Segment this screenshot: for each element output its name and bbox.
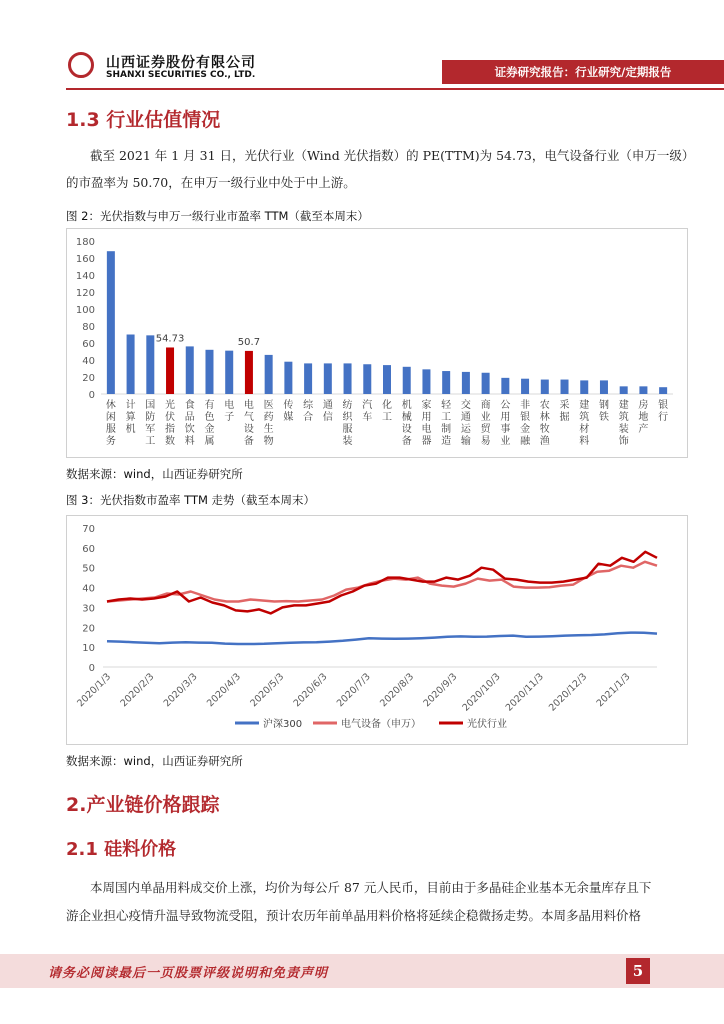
x-tick-label: 贸 [480,424,491,435]
section-title-2: 2.产业链价格跟踪 [66,794,220,816]
x-tick-label: 2020/12/3 [546,671,590,714]
x-tick-label: 计 [125,400,136,411]
x-tick-label: 输 [460,436,471,447]
legend-label: 电气设备（申万） [341,719,421,730]
bar [620,386,628,394]
bar [245,351,253,394]
x-tick-label: 牧 [539,424,550,435]
x-tick-label: 业 [500,436,511,447]
x-tick-label: 算 [125,412,136,423]
legend-label: 沪深300 [263,719,303,730]
x-tick-label: 用 [500,412,511,423]
x-tick-label: 通 [322,400,333,411]
x-tick-label: 制 [441,424,452,435]
bar-chart-frame [66,228,688,458]
x-tick-label: 军 [145,424,156,435]
y-tick-label: 60 [82,339,95,350]
series-line [107,633,657,644]
y-tick-label: 0 [88,390,95,401]
y-tick-label: 20 [82,623,95,635]
x-tick-label: 建 [579,400,590,411]
bar [600,380,608,394]
x-tick-label: 筑 [579,412,590,423]
x-tick-label: 工 [441,412,452,423]
x-tick-label: 伏 [165,412,176,423]
x-tick-label: 饰 [618,436,629,447]
y-tick-label: 40 [82,356,95,367]
x-tick-label: 工 [145,436,156,447]
x-tick-label: 造 [441,436,452,447]
x-tick-label: 用 [421,412,432,423]
x-tick-label: 合 [303,412,314,423]
bar [127,335,135,395]
x-tick-label: 电 [224,400,235,411]
x-tick-label: 铁 [598,412,609,423]
x-tick-label: 料 [184,436,195,447]
bar [344,363,352,394]
x-tick-label: 建 [618,400,629,411]
x-tick-label: 商 [480,400,491,411]
paragraph-line: 的市盈率为 50.70，在申万一级行业中处于中上游。 [66,175,356,190]
x-tick-label: 融 [520,436,531,447]
paragraph-line: 截至 2021 年 1 月 31 日，光伏行业（Wind 光伏指数）的 PE(TTM)为 54.73，电气设备行业（申万一级） [90,148,695,163]
x-tick-label: 纺 [342,400,353,411]
data-label: 54.73 [155,333,185,345]
x-tick-label: 休 [105,400,116,411]
x-tick-label: 电 [421,424,432,435]
x-tick-label: 轻 [441,400,452,411]
bar [363,364,371,394]
x-tick-label: 2020/9/3 [421,671,460,710]
bar [580,380,588,394]
logo-icon [68,52,94,78]
x-tick-label: 指 [165,424,176,435]
company-name-cn: 山西证券股份有限公司 [106,55,256,71]
x-tick-label: 器 [421,436,432,447]
x-tick-label: 材 [579,424,590,435]
x-tick-label: 2020/2/3 [118,671,157,710]
x-tick-label: 2020/4/3 [205,671,243,710]
bar [205,350,213,394]
x-tick-label: 装 [618,424,629,435]
x-tick-label: 子 [224,412,235,423]
x-tick-label: 林 [539,412,550,423]
x-tick-label: 地 [638,412,649,423]
x-tick-label: 银 [520,412,531,423]
x-tick-label: 医 [263,400,274,411]
section-title-2-1: 2.1 硅料价格 [66,839,177,860]
y-tick-label: 0 [88,663,95,674]
x-tick-label: 饮 [184,424,195,435]
header-divider [66,88,724,90]
y-tick-label: 40 [82,583,95,595]
x-tick-label: 有 [204,400,215,411]
bar [561,380,569,394]
x-tick-label: 生 [263,424,274,435]
x-tick-label: 钢 [598,400,609,411]
x-tick-label: 非 [520,400,531,411]
bar [462,372,470,394]
y-tick-label: 80 [82,322,95,333]
x-tick-label: 车 [362,412,373,423]
bar-chart [67,229,687,457]
paragraph-line: 本周国内单晶用料成交价上涨，均价为每公斤 87 元人民币，目前由于多晶硅企业基本无余量库存且下 [90,880,652,895]
x-tick-label: 备 [243,436,254,447]
x-tick-label: 农 [539,400,550,411]
figure-2-caption: 图 2：光伏指数与申万一级行业市盈率 TTM（截至本周末） [66,209,369,223]
x-tick-label: 织 [342,412,353,423]
bar [383,365,391,394]
x-tick-label: 运 [460,424,471,435]
x-tick-label: 数 [165,436,176,447]
figure-3-caption: 图 3：光伏指数市盈率 TTM 走势（截至本周末） [66,493,316,507]
x-tick-label: 色 [204,412,215,423]
x-tick-label: 属 [204,436,215,447]
x-tick-label: 装 [342,436,353,447]
x-tick-label: 筑 [618,412,629,423]
x-tick-label: 产 [638,424,649,435]
x-tick-label: 料 [579,436,590,447]
bar [186,346,194,394]
x-tick-label: 品 [184,412,195,423]
bar [324,363,332,394]
y-tick-label: 160 [75,254,95,265]
x-tick-label: 交 [460,400,471,411]
x-tick-label: 2020/8/3 [378,671,417,710]
x-tick-label: 渔 [539,436,550,447]
bar [403,367,411,394]
figure-2-source: 数据来源：wind，山西证券研究所 [66,467,243,481]
y-tick-label: 120 [75,288,95,299]
x-tick-label: 信 [322,412,333,423]
x-tick-label: 国 [145,400,156,411]
x-tick-label: 2020/5/3 [248,671,287,710]
x-tick-label: 公 [500,400,511,411]
x-tick-label: 食 [184,400,195,411]
x-tick-label: 业 [480,412,491,423]
x-tick-label: 设 [243,424,254,435]
bar [146,335,154,394]
x-tick-label: 金 [520,424,531,435]
x-tick-label: 银 [658,400,669,411]
x-tick-label: 电 [243,400,254,411]
bar [639,386,647,394]
x-tick-label: 易 [480,436,491,447]
y-tick-label: 30 [82,603,95,615]
data-label: 50.7 [237,336,261,348]
bar [541,380,549,394]
bar [166,347,174,394]
x-tick-label: 2020/7/3 [334,671,373,710]
x-tick-label: 务 [105,436,116,447]
x-tick-label: 气 [243,412,254,423]
figure-3-source: 数据来源：wind，山西证券研究所 [66,754,243,768]
x-tick-label: 服 [342,424,353,435]
bar [225,351,233,394]
y-tick-label: 50 [82,563,95,575]
x-tick-label: 综 [303,400,314,411]
x-tick-label: 闲 [105,412,116,423]
x-tick-label: 2020/6/3 [291,671,330,710]
paragraph-line: 游企业担心疫情升温导致物流受阻，预计农历年前单晶用料价格将延续企稳微扬走势。本周多晶用料价格 [66,908,642,923]
x-tick-label: 传 [283,400,294,411]
x-tick-label: 工 [382,412,392,423]
x-tick-label: 家 [421,400,432,411]
x-tick-label: 行 [658,412,669,423]
bar [442,371,450,394]
bar [501,378,509,394]
y-tick-label: 100 [75,305,95,316]
company-name-en: SHANXI SECURITIES CO., LTD. [106,70,256,80]
x-tick-label: 物 [263,436,274,447]
x-tick-label: 汽 [362,400,373,411]
footer-disclaimer[interactable]: 请务必阅读最后一页股票评级说明和免责声明 [48,966,329,981]
bar [284,362,292,394]
x-tick-label: 设 [401,424,412,435]
x-tick-label: 机 [401,400,412,411]
x-tick-label: 掘 [559,412,570,423]
bar [265,355,273,394]
x-tick-label: 事 [500,424,511,435]
x-tick-label: 械 [401,412,412,423]
bar [107,251,115,394]
report-type-banner: 证券研究报告：行业研究/定期报告 [442,60,724,84]
bar [521,379,529,394]
section-title-1-3: 1.3 行业估值情况 [66,109,221,131]
x-tick-label: 采 [559,400,570,411]
x-tick-label: 通 [460,412,471,423]
bar [659,387,667,394]
y-tick-label: 20 [82,373,95,384]
y-tick-label: 60 [82,543,95,555]
x-tick-label: 备 [401,436,412,447]
y-tick-label: 70 [82,524,95,535]
bar [422,369,430,394]
y-tick-label: 140 [75,271,95,282]
x-tick-label: 金 [204,424,215,435]
y-tick-label: 180 [75,237,95,248]
x-tick-label: 防 [145,412,156,423]
bar [482,373,490,394]
y-tick-label: 10 [82,643,95,655]
bar [304,363,312,394]
x-tick-label: 化 [382,400,392,411]
x-tick-label: 2020/10/3 [460,671,503,714]
legend-label: 光伏行业 [467,719,507,730]
x-tick-label: 2020/3/3 [161,671,200,710]
line-chart-frame [66,515,688,745]
x-tick-label: 机 [125,424,136,435]
x-tick-label: 2020/1/3 [75,671,114,710]
x-tick-label: 药 [263,412,274,423]
x-tick-label: 服 [105,424,116,435]
x-tick-label: 光 [165,400,176,411]
x-tick-label: 2020/11/3 [503,671,546,714]
page-number: 5 [626,958,650,984]
x-tick-label: 媒 [283,412,294,423]
x-tick-label: 2021/1/3 [594,671,633,710]
line-chart [67,516,687,744]
x-tick-label: 房 [638,400,649,411]
